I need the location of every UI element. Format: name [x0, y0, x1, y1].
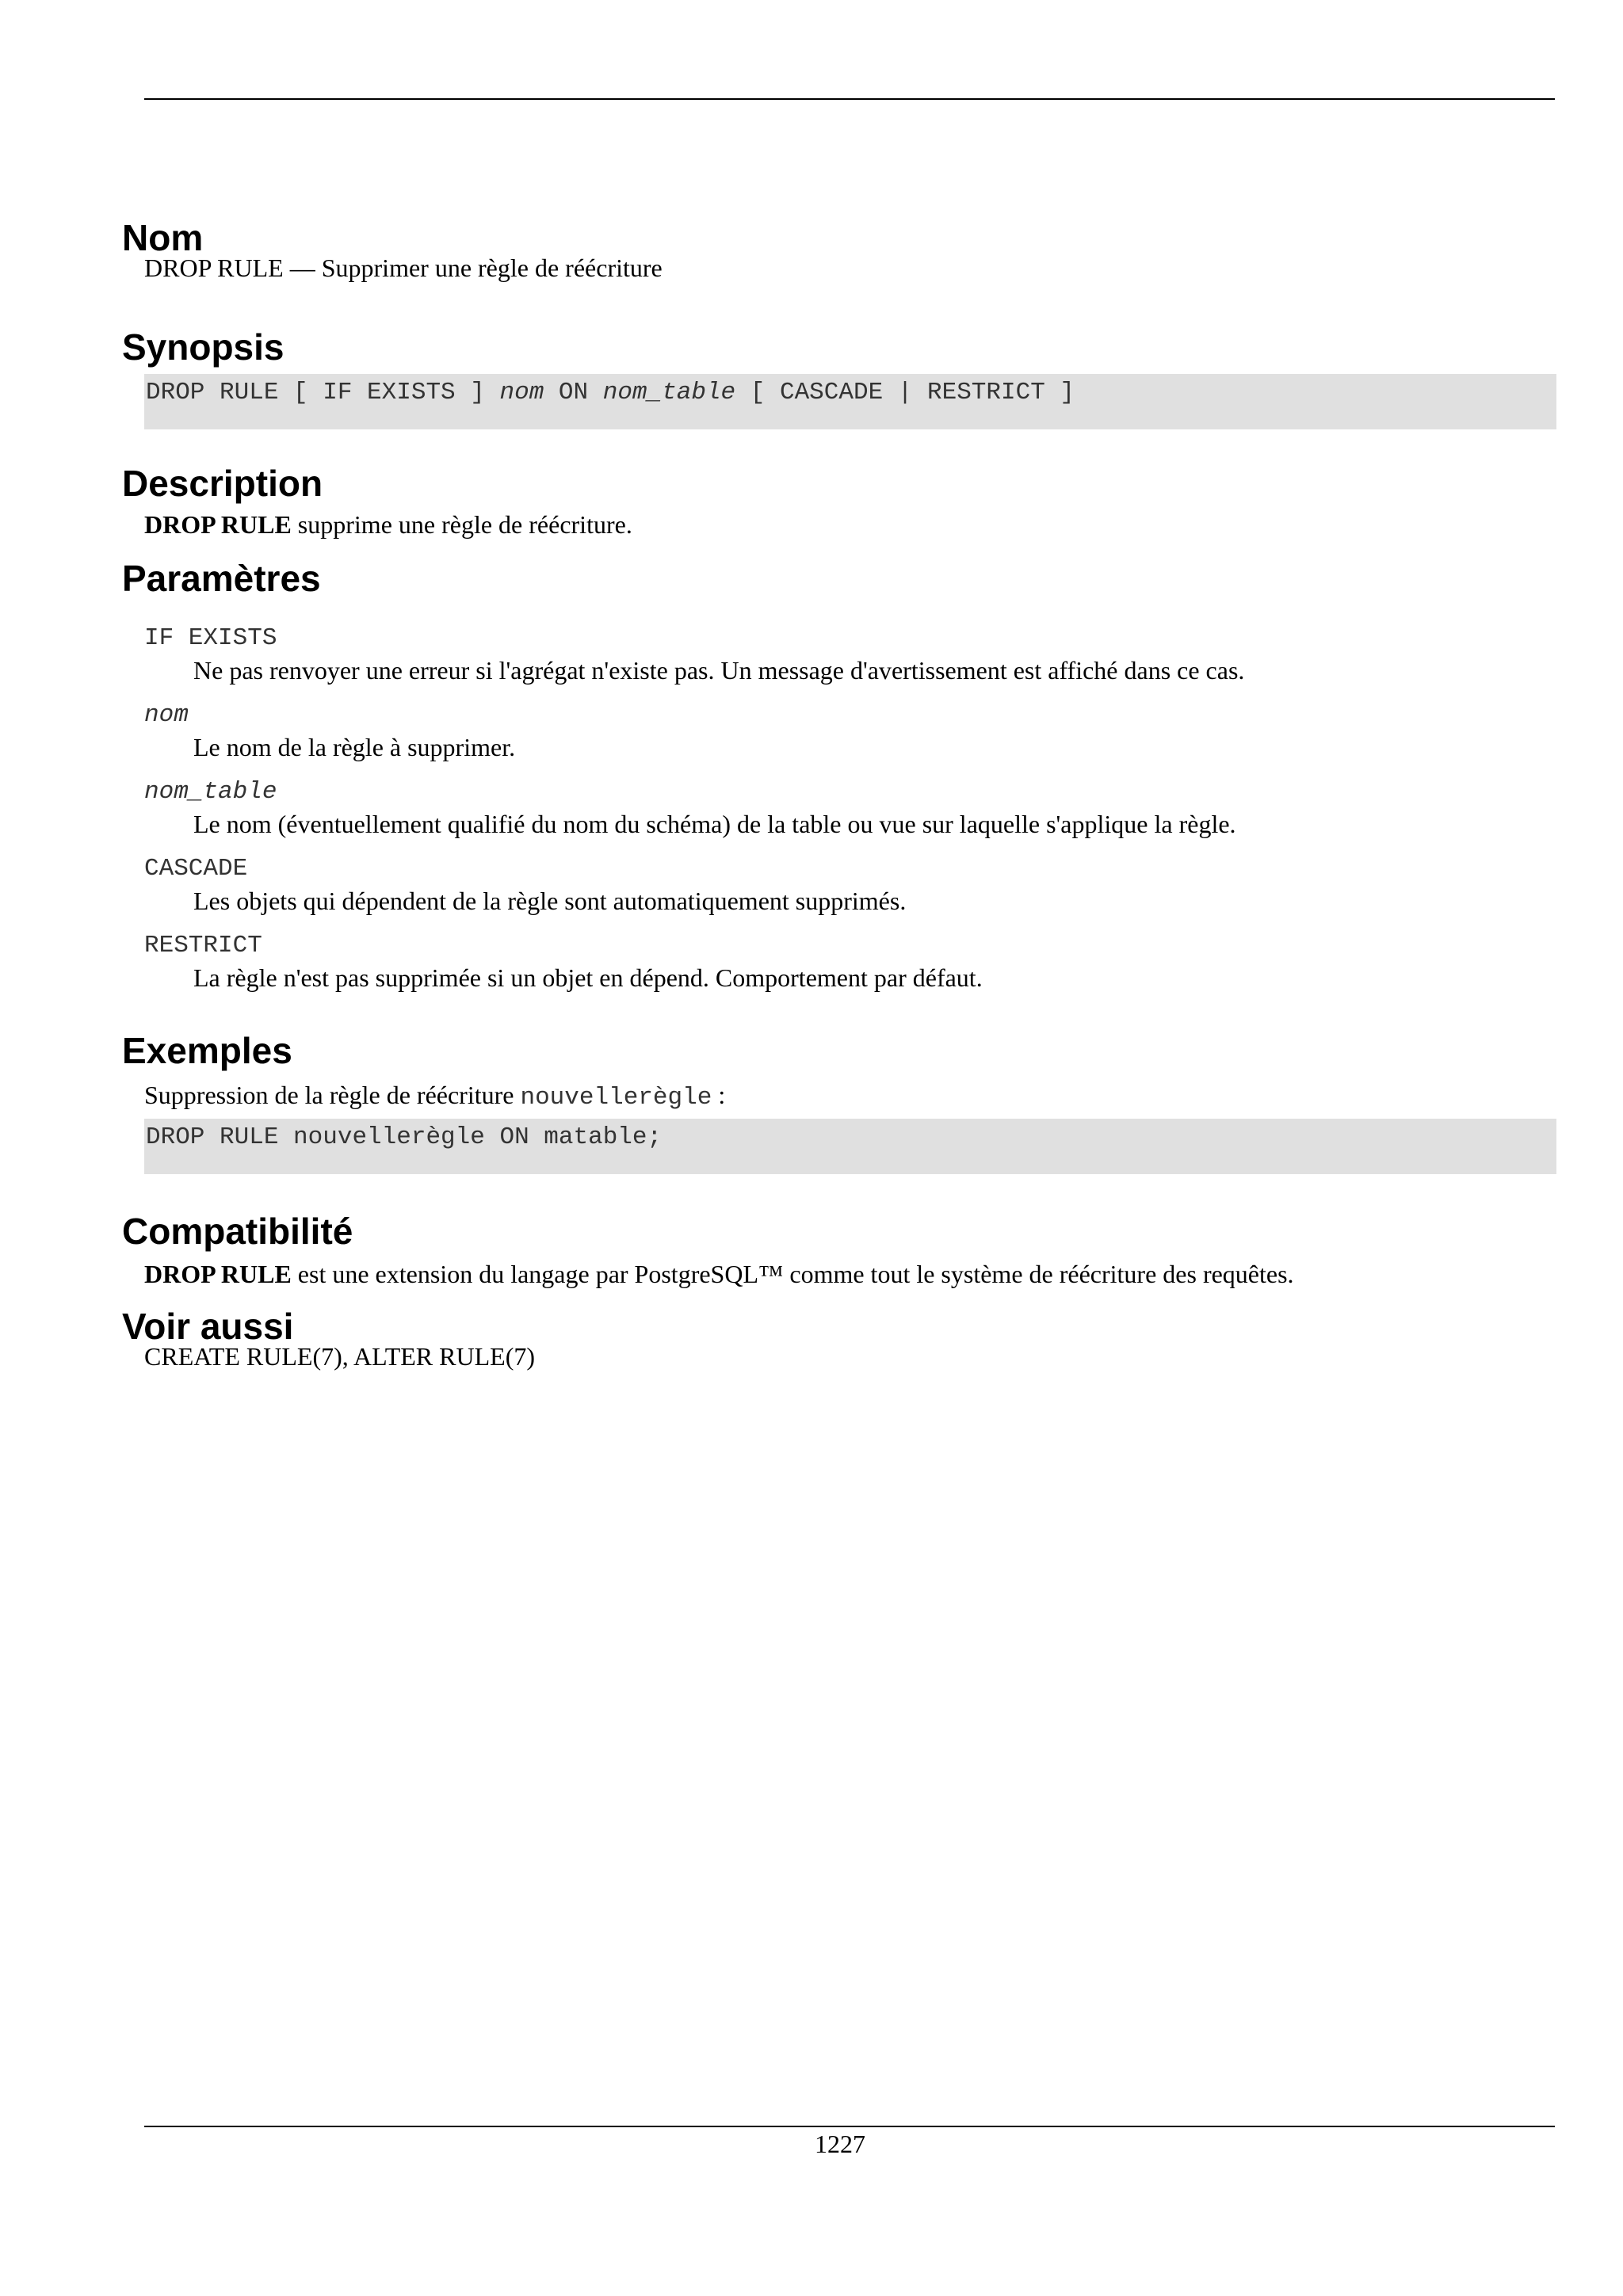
synopsis-code-part3: [ CASCADE | RESTRICT ]: [735, 379, 1075, 406]
synopsis-code-part2: ON: [544, 379, 603, 406]
voir-aussi-text: CREATE RULE(7), ALTER RULE(7): [144, 1342, 535, 1371]
parameter-term: nom: [144, 701, 189, 729]
parameter-definition: Le nom de la règle à supprimer.: [193, 733, 516, 761]
heading-compatibilite: Compatibilité: [122, 1211, 353, 1252]
page-number: 1227: [815, 2130, 865, 2158]
description-text: [144, 509, 1556, 540]
footer-rule: [144, 2126, 1555, 2127]
header-rule: [144, 98, 1555, 100]
parameter-item: [122, 853, 1556, 917]
compatibilite-text: [144, 1258, 1556, 1290]
heading-exemples: Exemples: [122, 1030, 292, 1071]
heading-synopsis: Synopsis: [122, 326, 285, 368]
parameter-term: RESTRICT: [144, 932, 262, 959]
nom-text: DROP RULE — Supprimer une règle de réécriture: [144, 254, 663, 282]
description-body: supprime une règle de réécriture.: [291, 510, 632, 539]
exemples-intro-end: :: [712, 1081, 726, 1109]
synopsis-code-name: nom: [499, 379, 544, 406]
page-content: [122, 215, 1556, 1372]
parameter-item: [122, 930, 1556, 994]
parameter-term: IF EXISTS: [144, 624, 277, 652]
exemples-intro: [144, 1079, 1556, 1114]
parameter-term: nom_table: [144, 778, 277, 806]
exemples-intro-text: Suppression de la règle de réécriture: [144, 1081, 521, 1109]
synopsis-code: [144, 374, 1556, 429]
parameter-definition: Les objets qui dépendent de la règle sont automatiquement supprimés.: [193, 887, 907, 915]
synopsis-code-table: nom_table: [602, 379, 736, 406]
compatibilite-body: est une extension du langage par PostgreSQL™ comme tout le système de réécriture des requêtes.: [291, 1260, 1294, 1288]
heading-parametres: Paramètres: [122, 558, 321, 599]
parameter-item: [122, 700, 1556, 763]
parameter-list: [122, 623, 1556, 994]
parameter-definition: Ne pas renvoyer une erreur si l'agrégat n'existe pas. Un message d'avertissement est affiché dans ce cas.: [193, 656, 1245, 685]
heading-description: Description: [122, 463, 323, 504]
exemples-code: DROP RULE nouvellerègle ON matable;: [144, 1119, 1556, 1174]
parameter-definition: La règle n'est pas supprimée si un objet en dépend. Comportement par défaut.: [193, 963, 983, 992]
exemples-intro-code: nouvellerègle: [520, 1084, 712, 1112]
heading-voir-aussi: Voir aussi: [122, 1306, 294, 1347]
parameter-item: [122, 623, 1556, 686]
compatibilite-bold: DROP RULE: [144, 1260, 292, 1288]
parameter-item: [122, 776, 1556, 840]
parameter-definition: Le nom (éventuellement qualifié du nom du schéma) de la table ou vue sur laquelle s'applique la règle.: [193, 810, 1236, 838]
parameter-term: CASCADE: [144, 855, 248, 883]
description-bold: DROP RULE: [144, 510, 292, 539]
synopsis-code-part1: DROP RULE [ IF EXISTS ]: [146, 379, 500, 406]
heading-nom: Nom: [122, 217, 204, 258]
